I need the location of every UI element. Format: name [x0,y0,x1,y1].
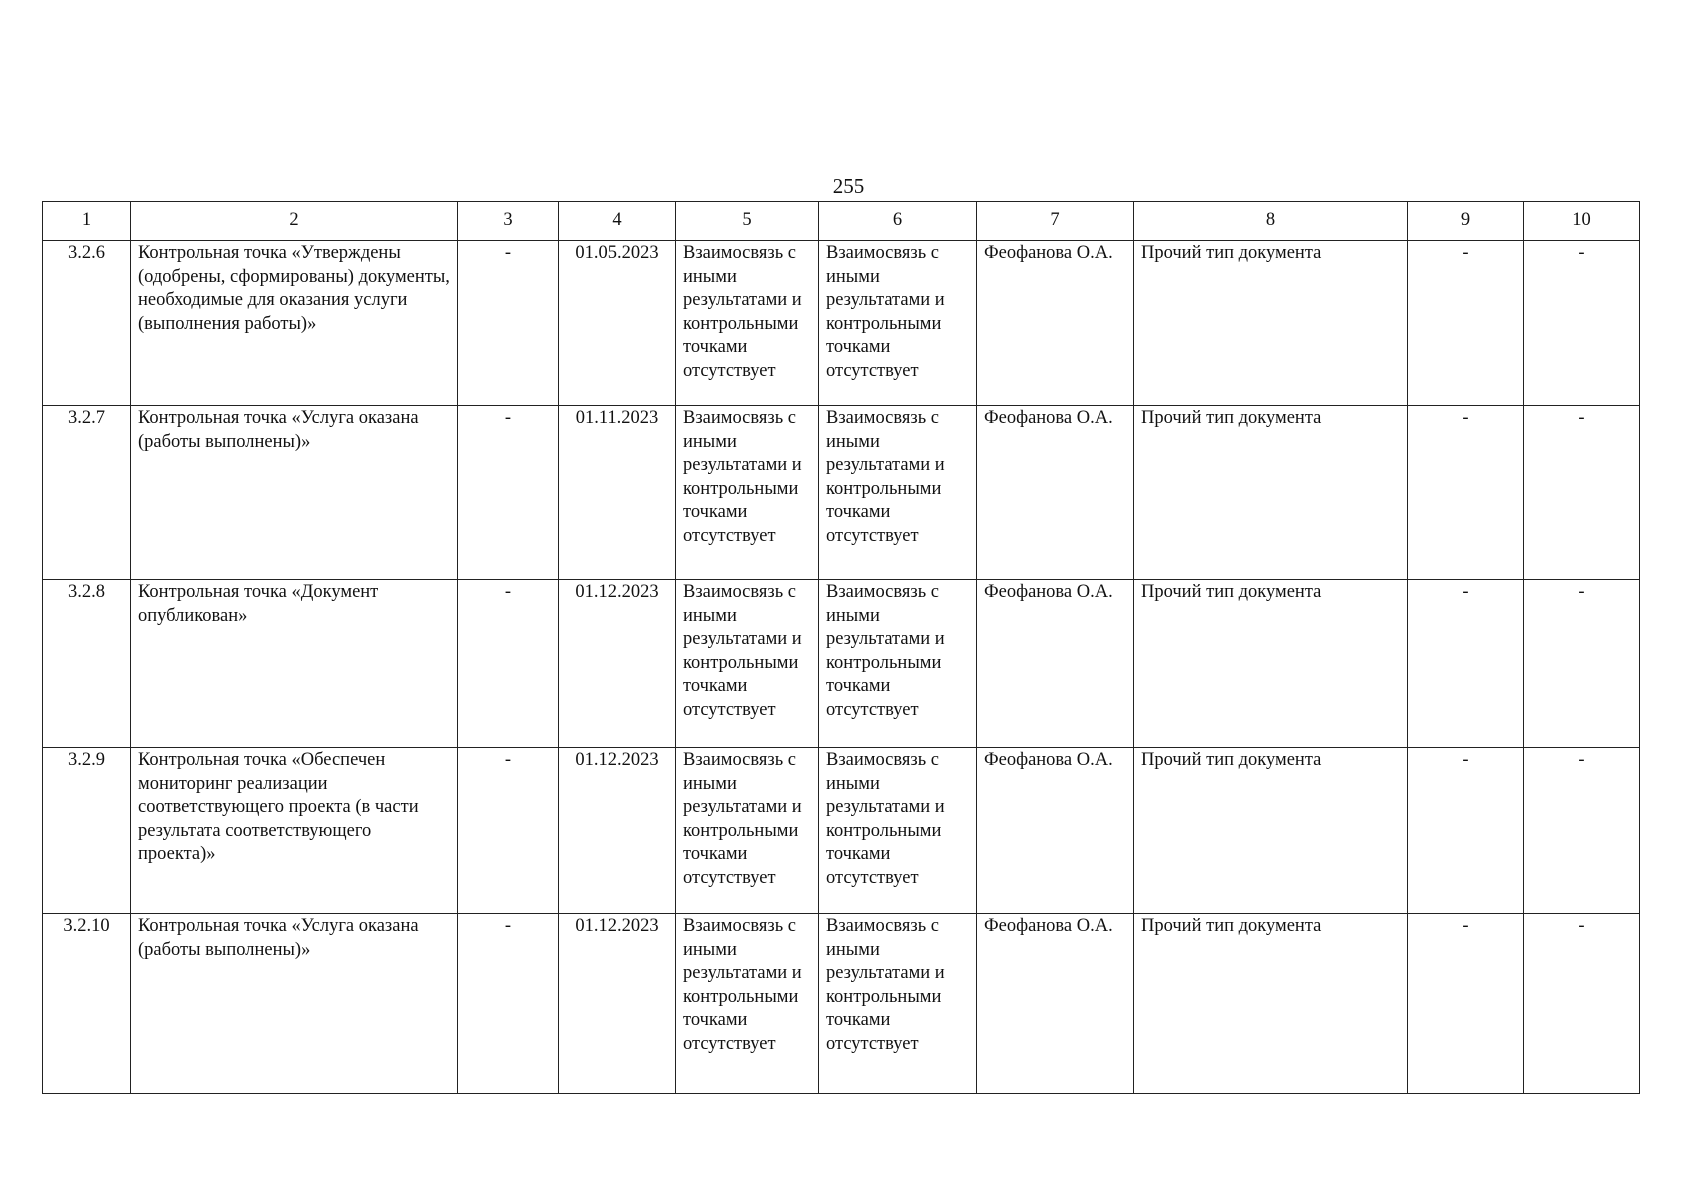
header-cell-4: 4 [559,202,676,241]
date-value: 01.12.2023 [559,580,676,748]
col10-value: - [1524,580,1640,748]
responsible-person: Феофанова О.А. [977,914,1134,1094]
table-row [43,241,1640,406]
document-type: Прочий тип документа [1134,748,1408,914]
date-value: 01.12.2023 [559,748,676,914]
header-cell-1: 1 [43,202,131,241]
row-number: 3.2.10 [43,914,131,1094]
document-type: Прочий тип документа [1134,406,1408,580]
responsible-person: Феофанова О.А. [977,241,1134,406]
col3-value: - [458,241,559,406]
col3-value: - [458,406,559,580]
col5-value: Взаимосвязь с иными результатами и контрольными точками отсутствует [676,241,819,406]
col6-value: Взаимосвязь с иными результатами и контрольными точками отсутствует [819,748,977,914]
col10-value: - [1524,241,1640,406]
date-value: 01.05.2023 [559,241,676,406]
control-point-name: Контрольная точка «Обеспечен мониторинг реализации соответствующего проекта (в части результата соответствующего проекта)» [131,748,458,914]
col6-value: Взаимосвязь с иными результатами и контрольными точками отсутствует [819,241,977,406]
table-row [43,580,1640,748]
control-points-table [42,201,1640,1094]
row-number: 3.2.9 [43,748,131,914]
col9-value: - [1408,748,1524,914]
page-number: 255 [832,174,865,198]
control-point-name: Контрольная точка «Документ опубликован» [131,580,458,748]
header-cell-7: 7 [977,202,1134,241]
responsible-person: Феофанова О.А. [977,748,1134,914]
responsible-person: Феофанова О.А. [977,580,1134,748]
col3-value: - [458,580,559,748]
col6-value: Взаимосвязь с иными результатами и контрольными точками отсутствует [819,406,977,580]
header-cell-2: 2 [131,202,458,241]
header-cell-5: 5 [676,202,819,241]
document-type: Прочий тип документа [1134,580,1408,748]
col9-value: - [1408,580,1524,748]
header-cell-3: 3 [458,202,559,241]
control-point-name: Контрольная точка «Утверждены (одобрены, сформированы) документы, необходимые для оказания услуги (выполнения работы)» [131,241,458,406]
document-type: Прочий тип документа [1134,241,1408,406]
header-cell-9: 9 [1408,202,1524,241]
row-number: 3.2.7 [43,406,131,580]
table-row [43,748,1640,914]
row-number: 3.2.8 [43,580,131,748]
col5-value: Взаимосвязь с иными результатами и контрольными точками отсутствует [676,914,819,1094]
col5-value: Взаимосвязь с иными результатами и контрольными точками отсутствует [676,748,819,914]
col3-value: - [458,748,559,914]
control-point-name: Контрольная точка «Услуга оказана (работы выполнены)» [131,406,458,580]
table-header-row [43,202,1640,241]
date-value: 01.11.2023 [559,406,676,580]
table-row [43,914,1640,1094]
header-cell-8: 8 [1134,202,1408,241]
col6-value: Взаимосвязь с иными результатами и контрольными точками отсутствует [819,580,977,748]
responsible-person: Феофанова О.А. [977,406,1134,580]
col3-value: - [458,914,559,1094]
col6-value: Взаимосвязь с иными результатами и контрольными точками отсутствует [819,914,977,1094]
col5-value: Взаимосвязь с иными результатами и контрольными точками отсутствует [676,406,819,580]
col10-value: - [1524,914,1640,1094]
header-cell-10: 10 [1524,202,1640,241]
row-number: 3.2.6 [43,241,131,406]
document-type: Прочий тип документа [1134,914,1408,1094]
col10-value: - [1524,748,1640,914]
col9-value: - [1408,406,1524,580]
header-cell-6: 6 [819,202,977,241]
table-row [43,406,1640,580]
control-point-name: Контрольная точка «Услуга оказана (работы выполнены)» [131,914,458,1094]
date-value: 01.12.2023 [559,914,676,1094]
col5-value: Взаимосвязь с иными результатами и контрольными точками отсутствует [676,580,819,748]
col9-value: - [1408,914,1524,1094]
col9-value: - [1408,241,1524,406]
col10-value: - [1524,406,1640,580]
